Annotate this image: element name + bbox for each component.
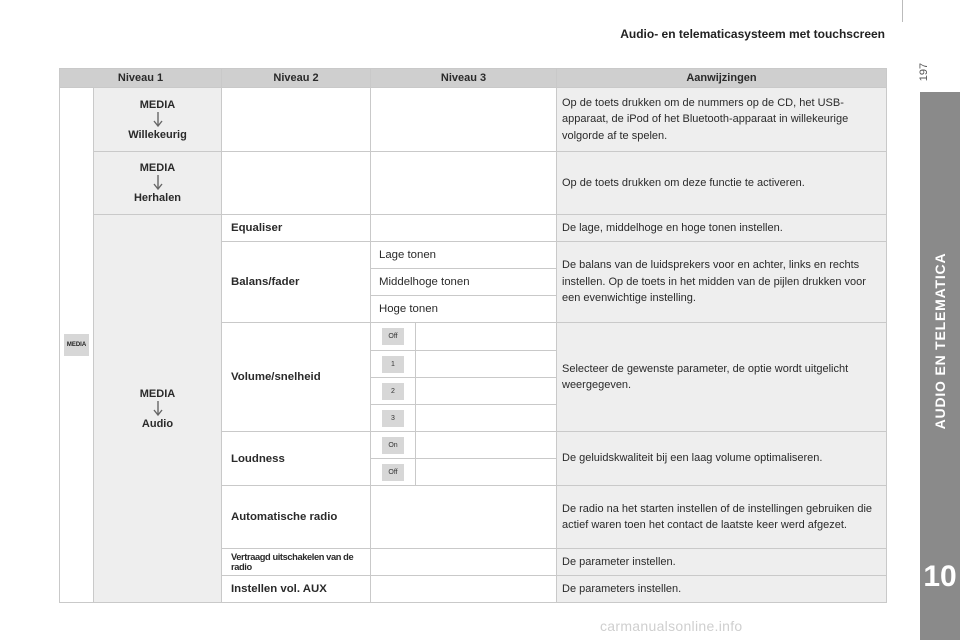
level3-balance-mid: Middelhoge tonen	[371, 269, 557, 296]
level1-sub-label: Audio	[141, 417, 174, 430]
level1-audio	[94, 215, 222, 603]
option-off-icon: Off	[382, 328, 404, 345]
level2-equaliser: Equaliser	[222, 215, 371, 242]
table-row	[60, 215, 887, 242]
page-header-title: Audio- en telematicasysteem met touchscreen	[620, 27, 885, 41]
level2-volume: Volume/snelheid	[222, 323, 371, 432]
arrow-down-icon	[151, 112, 165, 128]
col-header-notes: Aanwijzingen	[557, 69, 887, 88]
note-balance: De balans van de luidsprekers voor en achter, links en rechts instellen. Op de toets in het midden van de pijlen drukken voor een evenwichtige instelling.	[557, 242, 887, 323]
level3-balance-low: Lage tonen	[371, 242, 557, 269]
level1-random	[94, 88, 222, 152]
level2-auto-radio: Automatische radio	[222, 486, 371, 549]
level2-delay-off: Vertraagd uitschakelen van de radio	[222, 549, 371, 576]
option-3-icon: 3	[382, 410, 404, 427]
note-delay-off: De parameter instellen.	[557, 549, 887, 576]
watermark: carmanualsonline.info	[600, 618, 743, 634]
table-row	[60, 152, 887, 215]
chapter-title: AUDIO EN TELEMATICA	[932, 252, 948, 430]
level1-sub-label: Willekeurig	[128, 128, 187, 141]
note-aux: De parameters instellen.	[557, 576, 887, 603]
page-number: 197	[918, 62, 930, 82]
level1-label: MEDIA	[139, 98, 176, 111]
level1-repeat	[94, 152, 222, 215]
note-volume: Selecteer de gewenste parameter, de optie wordt uitgelicht weergegeven.	[557, 323, 887, 432]
table-row	[60, 88, 887, 152]
option-1-icon: 1	[382, 356, 404, 373]
arrow-down-icon	[151, 401, 165, 417]
table-header-row	[60, 69, 887, 88]
option-2-icon: 2	[382, 383, 404, 400]
menu-table	[59, 68, 887, 603]
level1-label: MEDIA	[139, 387, 176, 400]
level2-loudness: Loudness	[222, 432, 371, 486]
note-random: Op de toets drukken om de nummers op de CD, het USB-apparaat, de iPod of het Bluetooth-apparaat in willekeurige volgorde af te spelen.	[557, 88, 887, 152]
option-on-icon: On	[382, 437, 404, 454]
level1-label: MEDIA	[139, 162, 176, 174]
option-off-icon: Off	[382, 464, 404, 481]
note-repeat: Op de toets drukken om deze functie te activeren.	[557, 152, 887, 215]
col-header-level3: Niveau 3	[371, 69, 557, 88]
level1-icon-cell	[60, 88, 94, 603]
arrow-down-icon	[151, 175, 165, 191]
media-button-icon: MEDIA	[64, 334, 89, 356]
header-divider	[902, 0, 903, 22]
level3-balance-high: Hoge tonen	[371, 296, 557, 323]
level2-balance: Balans/fader	[222, 242, 371, 323]
level2-aux: Instellen vol. AUX	[222, 576, 371, 603]
note-auto-radio: De radio na het starten instellen of de instellingen gebruiken die actief waren toen het contact de laatste keer werd afgezet.	[557, 486, 887, 549]
note-loudness: De geluidskwaliteit bij een laag volume optimaliseren.	[557, 432, 887, 486]
col-header-level1: Niveau 1	[60, 69, 222, 88]
chapter-number: 10	[923, 560, 957, 593]
note-equaliser: De lage, middelhoge en hoge tonen instellen.	[557, 215, 887, 242]
col-header-level2: Niveau 2	[222, 69, 371, 88]
level1-sub-label: Herhalen	[133, 192, 182, 204]
